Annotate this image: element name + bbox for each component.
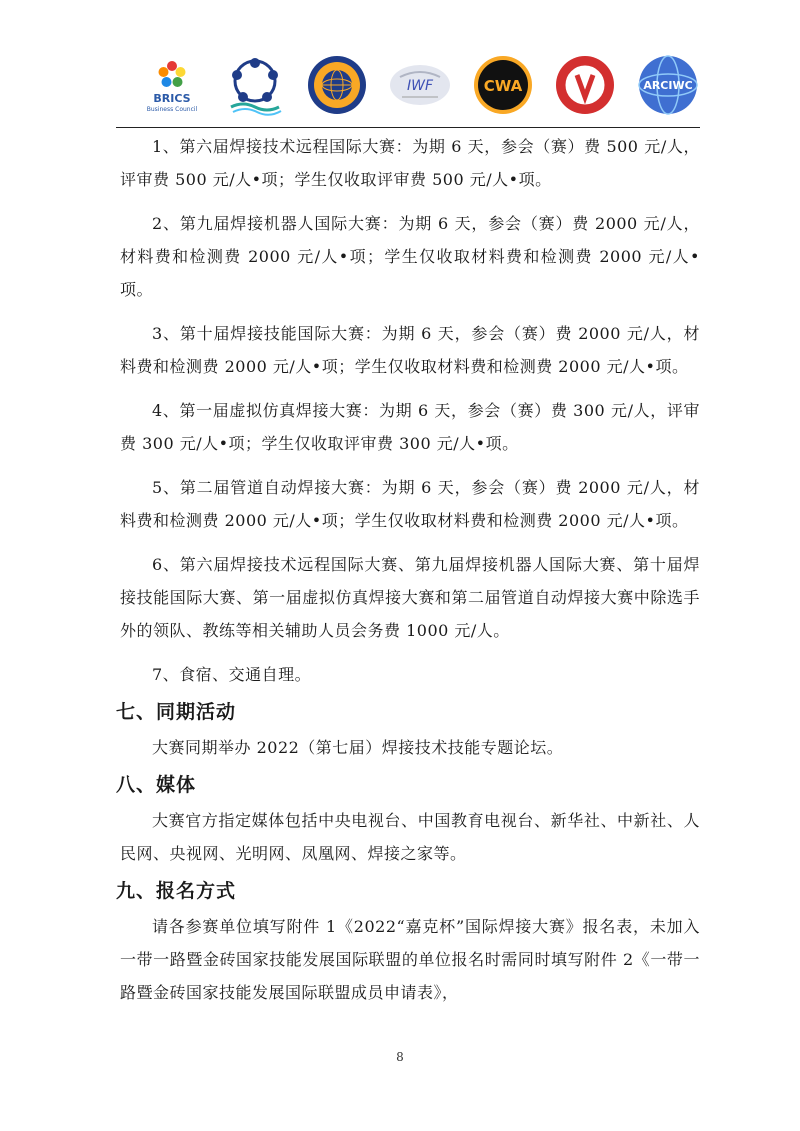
globe-association-logo bbox=[305, 53, 369, 117]
brics-logo-text: BRICS bbox=[153, 92, 191, 105]
cwa-logo-text: CWA bbox=[483, 77, 522, 95]
fee-item-6: 6、第六届焊接技术远程国际大赛、第九届焊接机器人国际大赛、第十届焊接技能国际大赛、第一届虚拟仿真焊接大赛和第二届管道自动焊接大赛中除选手外的领队、教练等相关辅助人员会务费 1000 元/人。 bbox=[120, 555, 700, 640]
brics-logo bbox=[140, 53, 204, 117]
fee-item-5: 5、第二届管道自动焊接大赛：为期 6 天，参会（赛）费 2000 元/人，材料费和检测费 2000 元/人•项；学生仅收取材料费和检测费 2000 元/人•项。 bbox=[120, 478, 700, 530]
brics-logo-subtext: Business Council bbox=[146, 106, 198, 113]
red-circle-association-logo bbox=[553, 53, 617, 117]
iwf-logo-text: IWF bbox=[406, 78, 433, 94]
header-divider bbox=[116, 127, 700, 128]
fee-item-1: 1、第六届焊接技术远程国际大赛：为期 6 天，参会（赛）费 500 元/人，评审费 500 元/人•项；学生仅收取评审费 500 元/人•项。 bbox=[120, 137, 700, 189]
fee-item-2: 2、第九届焊接机器人国际大赛：为期 6 天，参会（赛）费 2000 元/人，材料费和检测费 2000 元/人•项；学生仅收取材料费和检测费 2000 元/人•项。 bbox=[120, 214, 700, 299]
belt-road-alliance-logo bbox=[223, 53, 287, 117]
cwa-logo bbox=[471, 53, 535, 117]
document-body bbox=[116, 130, 700, 1020]
page-number: 8 bbox=[396, 1050, 404, 1064]
section-heading-concurrent-events: 七、同期活动 bbox=[116, 701, 237, 723]
section-body-media: 大赛官方指定媒体包括中央电视台、中国教育电视台、新华社、中新社、人民网、央视网、光明网、凤凰网、焊接之家等。 bbox=[120, 811, 700, 863]
fee-item-4: 4、第一届虚拟仿真焊接大赛：为期 6 天，参会（赛）费 300 元/人，评审费 300 元/人•项；学生仅收取评审费 300 元/人•项。 bbox=[120, 401, 700, 453]
header-logos bbox=[140, 52, 700, 118]
section-heading-registration: 九、报名方式 bbox=[116, 880, 237, 902]
arciwc-logo-text: ARCIWC bbox=[643, 79, 693, 92]
section-heading-media: 八、媒体 bbox=[116, 774, 197, 796]
fee-item-7: 7、食宿、交通自理。 bbox=[152, 665, 312, 684]
arciwc-logo bbox=[636, 53, 700, 117]
section-body-concurrent-events: 大赛同期举办 2022（第七届）焊接技术技能专题论坛。 bbox=[152, 738, 564, 757]
iwf-logo bbox=[388, 53, 452, 117]
section-body-registration: 请各参赛单位填写附件 1《2022“嘉克杯”国际焊接大赛》报名表，未加入一带一路暨金砖国家技能发展国际联盟的单位报名时需同时填写附件 2《一带一路暨金砖国家技能发展国际联盟成员申请表》， bbox=[120, 917, 700, 1002]
fee-item-3: 3、第十届焊接技能国际大赛：为期 6 天，参会（赛）费 2000 元/人，材料费和检测费 2000 元/人•项；学生仅收取材料费和检测费 2000 元/人•项。 bbox=[120, 324, 700, 376]
